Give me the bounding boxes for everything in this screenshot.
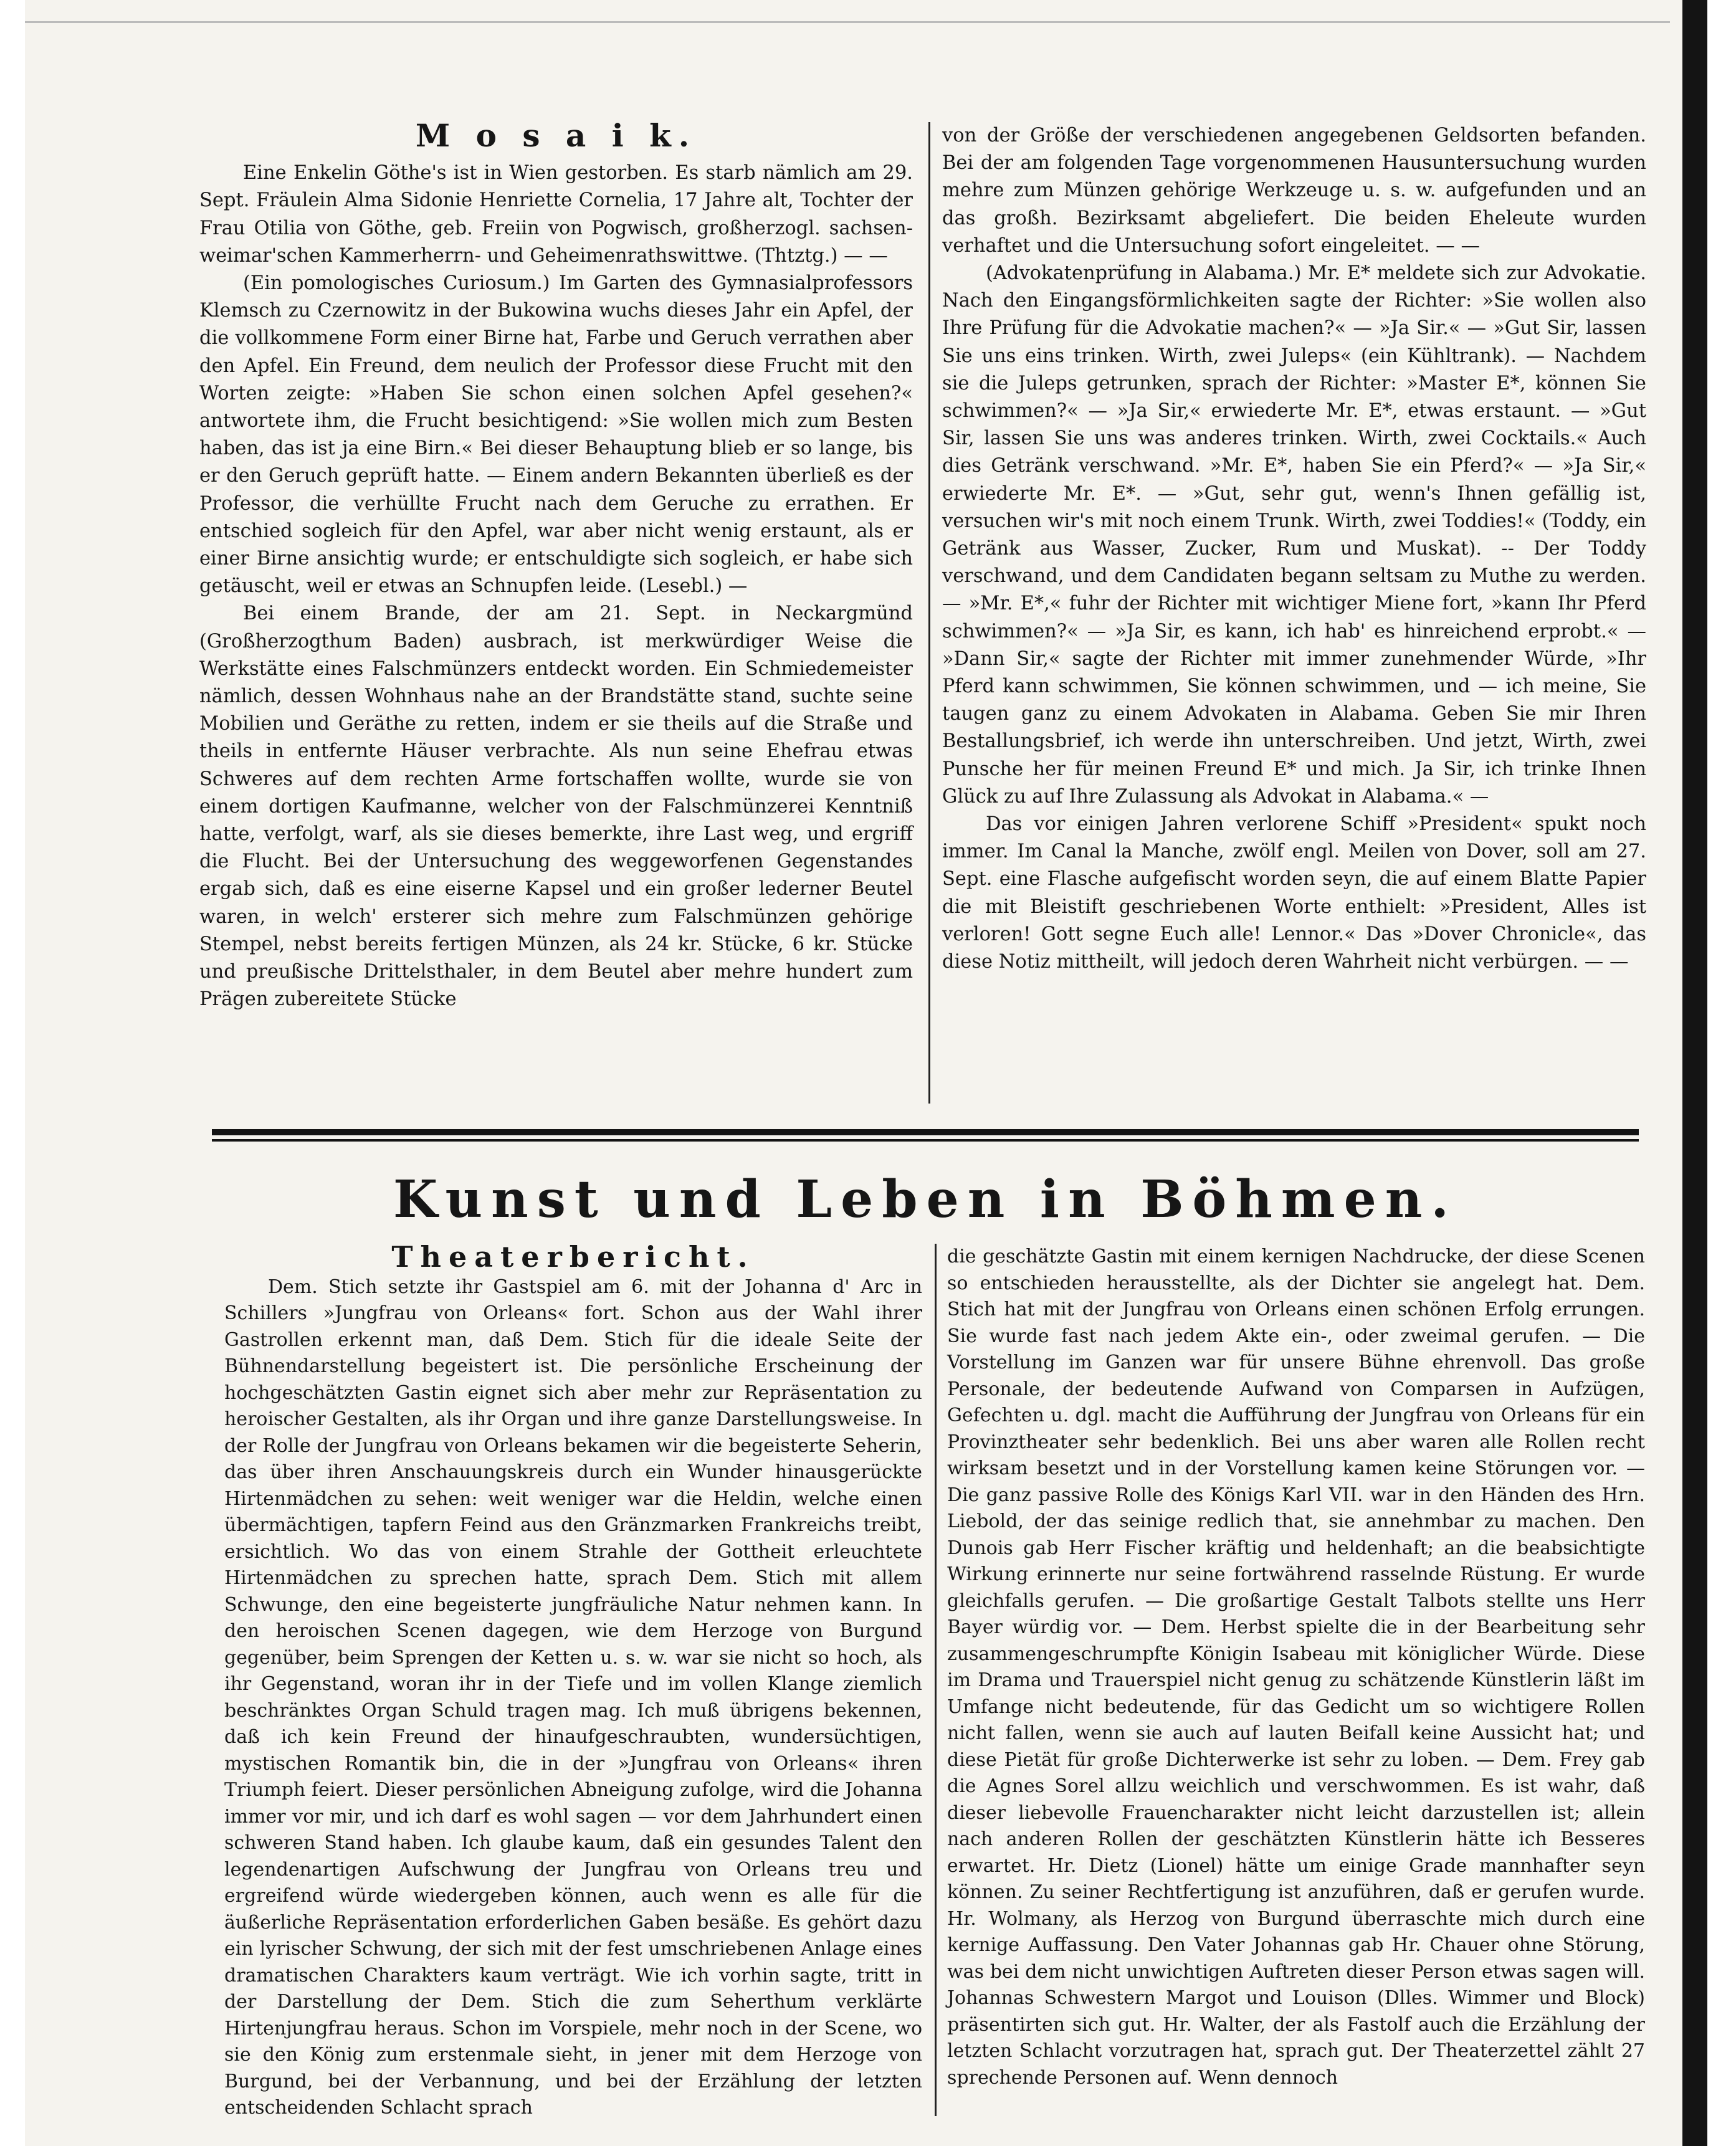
top-edge-line [25, 21, 1670, 23]
article-alabama-exam: (Advokatenprüfung in Alabama.) Mr. E* meldete sich zur Advokatie. Nach den Eingangsförmlichkeiten sagte der Richter: »Sie wollen also Ihre Prüfung für die Advokatie machen?« — »Ja Sir.« — »Gut Sir, lassen Sie uns eins trinken. Wirth, zwei Juleps« (ein Kühltrank). — Nachdem sie die Juleps getrunken, sprach der Richter: »Master E*, können Sie schwimmen?« — »Ja Sir,« erwiederte Mr. E*, etwas erstaunt. — »Gut Sir, lassen Sie uns was anderes trinken. Wirth, zwei Cocktails.« Auch dies Getränk verschwand. »Mr. E*, haben Sie ein Pferd?« — »Ja Sir,« erwiederte Mr. E*. — »Gut, sehr gut, wenn's Ihnen gefällig ist, versuchen wir's mit noch einem Trunk. Wirth, zwei Toddies!« (Toddy, ein Getränk aus Wasser, Zucker, Rum und Muskat). -- Der Toddy verschwand, und dem Candidaten begann seltsam zu Muthe zu werden. — »Mr. E*,« fuhr der Richter mit wichtiger Miene fort, »kann Ihr Pferd schwimmen?« — »Ja Sir, es kann, ich hab' es hinreichend erprobt.« — »Dann Sir,« sagte der Richter mit immer zunehmender Würde, »Ihr Pferd kann schwimmen, Sie können schwimmen, und — ich meine, Sie taugen ganz zu einem Advokaten in Alabama. Geben Sie mir Ihren Bestallungsbrief, ich werde ihn unterschreiben. Und jetzt, Wirth, zwei Punsche her für meinen Freund E* und mich. Ja Sir, ich trinke Ihnen Glück zu auf Ihre Zulassung als Advokat in Alabama.« — [942, 262, 1646, 808]
page-right-edge [1682, 0, 1736, 2146]
section-divider [212, 1129, 1639, 1142]
mosaik-left-column [199, 117, 913, 1107]
article-ship-president: Das vor einigen Jahren verlorene Schiff »President« spukt noch immer. Im Canal la Manche, zwölf engl. Meilen von Dover, soll am 27. Sept. eine Flasche aufgefischt worden seyn, die auf einem Blatte Papier die mit Bleistift geschriebenen Worte enthielt: »President, Alles ist verloren! Gott segne Euch alle! Lennor.« Das »Dover Chronicle«, das diese Notiz mittheilt, will jedoch deren Wahrheit nicht verbürgen. — — [942, 813, 1646, 973]
mosaik-column-rule [928, 122, 930, 1104]
section-title: Kunst und Leben in Böhmen. [393, 1170, 1457, 1229]
theater-column-rule [935, 1244, 937, 2116]
theater-right-column [947, 1244, 1645, 2129]
theater-review-part2: die geschätzte Gastin mit einem kernigen Nachdrucke, der diese Scenen so entschieden herausstellte, als der Dichter sie angelegt hat. Dem. Stich hat mit der Jungfrau von Orleans einen schönen Erfolg errungen. Sie wurde fast nach jedem Akte ein-, oder zweimal gerufen. — Die Vorstellung im Ganzen war für unsere Bühne ehrenvoll. Das große Personale, der bedeutende Aufwand von Comparsen in Aufzügen, Gefechten u. dgl. macht die Aufführung der Jungfrau von Orleans für ein Provinztheater sehr bedenklich. Bei uns aber waren alle Rollen recht wirksam besetzt und in der Vorstellung kamen keine Störungen vor. — Die ganz passive Rolle des Königs Karl VII. war in den Händen des Hrn. Liebold, der das seinige redlich that, sie annehmbar zu machen. Den Dunois gab Herr Fischer kräftig und heldenhaft; an die beabsichtigte Wirkung erinnerte nur seine fortwährend rasselnde Rüstung. Er wurde gleichfalls gerufen. — Die großartige Gestalt Talbots stellte uns Herr Bayer würdig vor. — Dem. Herbst spielte die in der Bearbeitung sehr zusammengeschrumpfte Königin Isabeau mit königlicher Würde. Diese im Drama und Trauerspiel nicht genug zu schätzende Künstlerin läßt im Umfange nicht bedeutende, für das Gedicht um so wichtigere Rollen nicht fallen, wenn sie auch auf lauten Beifall keine Aussicht hat; und diese Pietät für große Dichterwerke ist sehr zu loben. — Dem. Frey gab die Agnes Sorel allzu weichlich und verschwommen. Es ist wahr, daß dieser liebevolle Frauencharakter nicht leicht darzustellen ist; allein nach anderen Rollen der geschätzten Künstlerin hätte ich Besseres erwartet. Hr. Dietz (Lionel) hätte um einige Grade mannhafter seyn können. Zu seiner Rechtfertigung ist anzuführen, daß er gerufen wurde. Hr. Wolmany, als Herzog von Burgund überraschte mich durch eine kernige Auffassung. Den Vater Johannas gab Hr. Chauer ohne Störung, was bei dem nicht unwichtigen Auftreten dieser Person etwas sagen will. Johannas Schwestern Margot und Louison (Dlles. Wimmer und Block) präsentirten sich gut. Hr. Walter, der als Fastolf auch die Erzählung der letzten Schlacht vorzutragen hat, sprach gut. Der Theaterzettel zählt 27 sprechende Personen auf. Wenn dennoch [947, 1246, 1645, 2089]
theater-left-column [224, 1240, 922, 2129]
mosaik-right-column [942, 122, 1646, 1094]
theater-review-part1: Dem. Stich setzte ihr Gastspiel am 6. mit der Johanna d' Arc in Schillers »Jungfrau von Orleans« fort. Schon aus der Wahl ihrer Gastrollen erkennt man, daß Dem. Stich für die ideale Seite der Bühnendarstellung begeistert ist. Die persönliche Erscheinung der hochgeschätzten Gastin eignet sich aber mehr zur Repräsentation zu heroischer Gestalten, als ihr Organ und ihre ganze Darstellungsweise. In der Rolle der Jungfrau von Orleans bekamen wir die begeisterte Seherin, das über ihren Anschauungskreis durch ein Wunder hinausgerückte Hirtenmädchen zu sehen: weit weniger war die Heldin, welche einen übermächtigen, tapfern Feind aus den Gränzmarken Frankreichs treibt, ersichtlich. Wo das von einem Strahle der Gottheit erleuchtete Hirtenmädchen zu sprechen hatte, sprach Dem. Stich mit allem Schwunge, den eine begeisterte jungfräuliche Natur nehmen kann. In den heroischen Scenen dagegen, wie dem Herzoge von Burgund gegenüber, beim Sprengen der Ketten u. s. w. war sie nicht so hoch, als ihr Gegenstand, woran ihr in der Tiefe und im vollen Klange ziemlich beschränktes Organ Schuld tragen mag. Ich muß übrigens bekennen, daß ich kein Freund der hinaufgeschraubten, wundersüchtigen, mystischen Romantik bin, die in der »Jungfrau von Orleans« ihren Triumph feiert. Dieser persönlichen Abneigung zufolge, wird die Johanna immer vor mir, und ich darf es wohl sagen — vor dem Jahrhundert einen schweren Stand haben. Ich glaube kaum, daß ein gesundes Talent den legendenartigen Aufschwung der Jungfrau von Orleans treu und ergreifend würde wiedergeben können, auch wenn es alle für die äußerliche Repräsentation erforderlichen Gaben besäße. Es gehört dazu ein lyrischer Schwung, der sich mit der fest umschriebenen Anlage eines dramatischen Charakters kaum verträgt. Wie ich vorhin sagte, tritt in der Darstellung der Dem. Stich die zum Seherthum verklärte Hirtenjungfrau heraus. Schon im Vorspiele, mehr noch in der Scene, wo sie den König zum erstenmale sieht, in jener mit dem Herzoge von Burgund, bei der Verbannung, und bei der Erzählung der letzten entscheidenden Schlacht sprach [224, 1276, 922, 2119]
article-goethe-granddaughter: Eine Enkelin Göthe's ist in Wien gestorben. Es starb nämlich am 29. Sept. Fräulein Alma Sidonie Henriette Cornelia, 17 Jahre alt, Tochter der Frau Otilia von Göthe, geb. Freiin von Pogwisch, großherzogl. sachsen-weimar'schen Kammerherrn- und Geheimenrathswittwe. (Thtztg.) — — [199, 162, 913, 267]
mosaik-heading: M o s a i k. [415, 117, 697, 154]
binding-shadow [1682, 0, 1707, 2146]
article-counterfeiter: Bei einem Brande, der am 21. Sept. in Neckargmünd (Großherzogthum Baden) ausbrach, ist merkwürdiger Weise die Werkstätte eines Falschmünzers entdeckt worden. Ein Schmiedemeister nämlich, dessen Wohnhaus nahe an der Brandstätte stand, suchte seine Mobilien und Geräthe zu retten, indem er sie theils auf die Straße und theils in entfernte Häuser verbrachte. Als nun seine Ehefrau etwas Schweres auf dem rechten Arme fortschaffen wollte, wurde sie von einem dortigen Kaufmanne, welcher von der Falschmünzerei Kenntniß hatte, verfolgt, warf, als sie dieses bemerkte, ihre Last weg, und ergriff die Flucht. Bei der Untersuchung des weggeworfenen Gegenstandes ergab sich, daß es eine eiserne Kapsel und ein großer lederner Beutel waren, in welch' ersterer sich mehre zum Falschmünzen gehörige Stempel, nebst bereits fertigen Münzen, als 24 kr. Stücke, 6 kr. Stücke und preußische Drittelsthaler, in dem Beutel aber mehre hundert zum Prägen zubereitete Stücke [199, 603, 913, 1011]
article-counterfeiter-cont: von der Größe der verschiedenen angegebenen Geldsorten befanden. Bei der am folgenden Tage vorgenommenen Hausuntersuchung wurden mehre zum Münzen gehörige Werkzeuge u. s. w. aufgefunden und an das großh. Bezirksamt abgeliefert. Die beiden Eheleute wurden verhaftet und die Untersuchung sofort eingeleitet. — — [942, 125, 1646, 257]
article-pomological-curiosity: (Ein pomologisches Curiosum.) Im Garten des Gymnasialprofessors Klemsch zu Czernowitz in der Bukowina wuchs dieses Jahr ein Apfel, der die vollkommene Form einer Birne hat, Farbe und Geruch verrathen aber den Apfel. Ein Freund, dem neulich der Professor diese Frucht mit den Worten zeigte: »Haben Sie schon einen solchen Apfel gesehen?« antwortete ihm, die Frucht besichtigend: »Sie wollen mich zum Besten haben, das ist ja eine Birn.« Bei dieser Behauptung blieb er so lange, bis er den Geruch geprüft hatte. — Einem andern Bekannten überließ es der Professor, die verhüllte Frucht nach dem Geruche zu errathen. Er entschied sogleich für den Apfel, war aber nicht wenig erstaunt, als er einer Birne ansichtig wurde; er entschuldigte sich sogleich, er habe sich getäuscht, weil er etwas an Schnupfen leide. (Lesebl.) — [199, 272, 913, 598]
theater-subheading: Theaterbericht. [391, 1240, 755, 1274]
